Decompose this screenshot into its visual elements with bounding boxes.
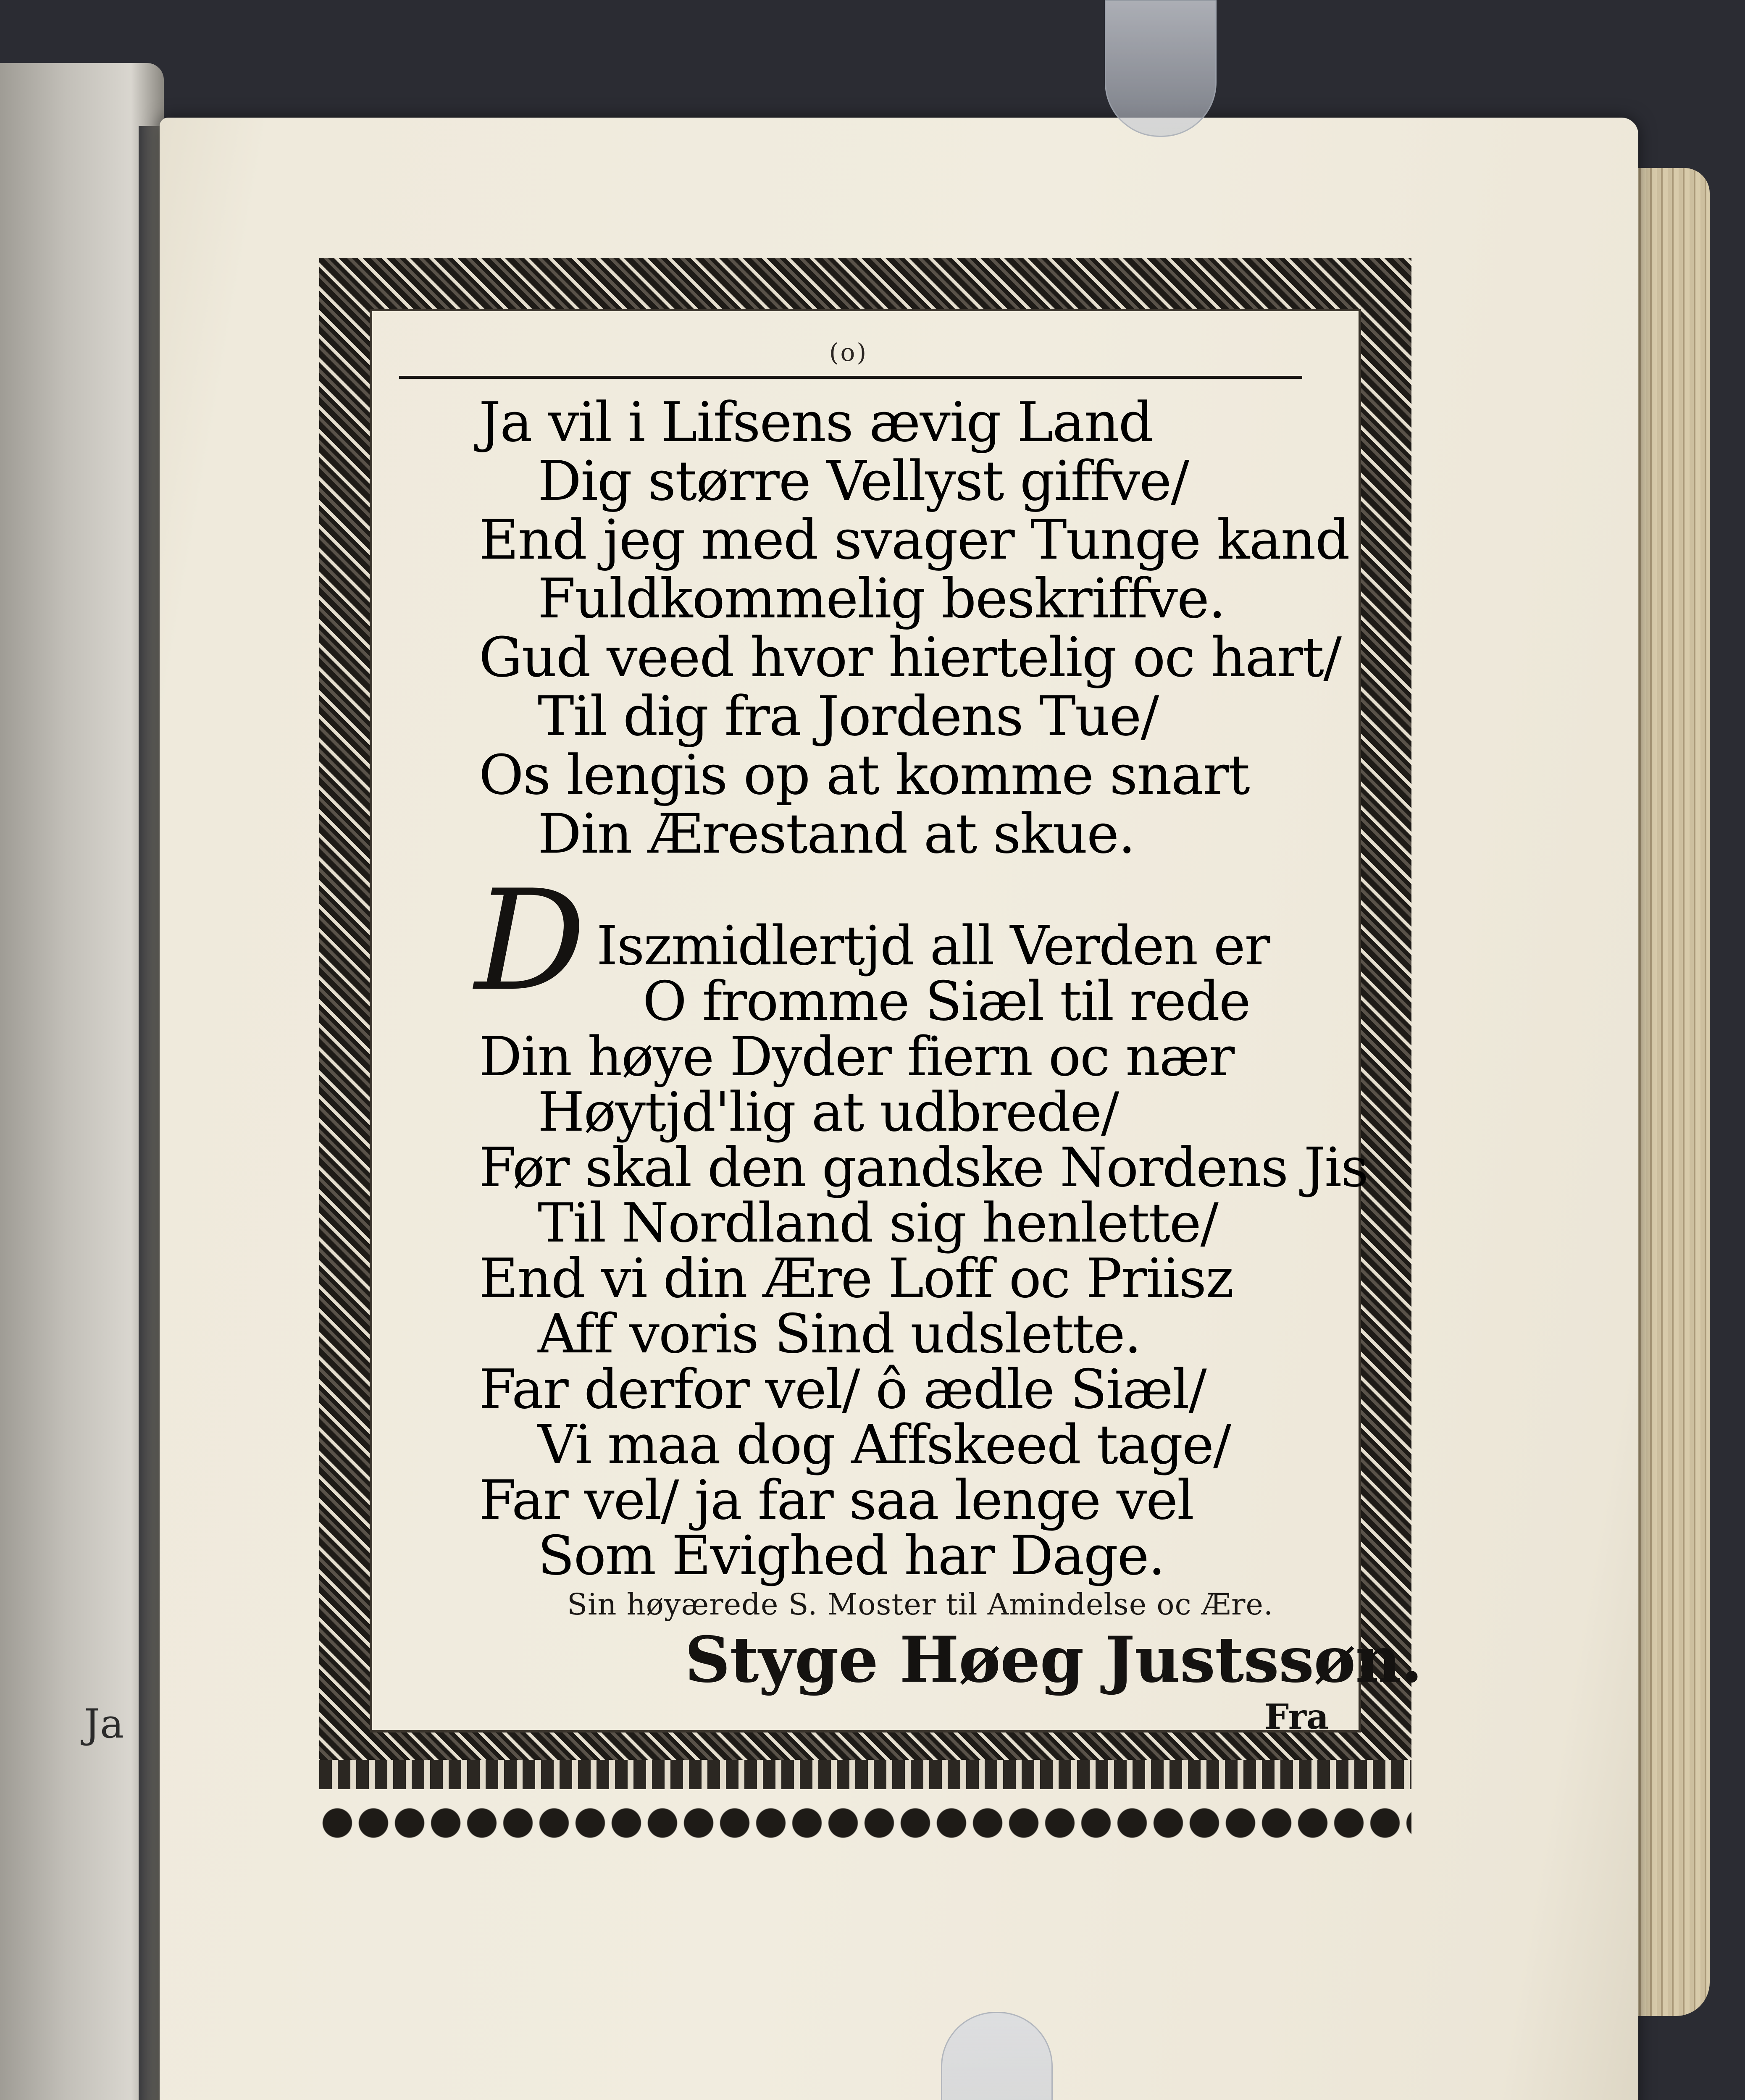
header-rule bbox=[399, 376, 1302, 379]
author-signature: Styge Høeg Justssøn. bbox=[685, 1623, 1422, 1697]
verse-line: End vi din Ære Loff oc Priisz bbox=[479, 1247, 1233, 1310]
verse-line: End jeg med svager Tunge kand bbox=[479, 508, 1349, 572]
verse-line: Din Ærestand at skue. bbox=[538, 802, 1135, 866]
verse-line: Far vel/ ja far saa lenge vel bbox=[479, 1469, 1193, 1532]
verse-line: Høytjd'lig at udbrede/ bbox=[538, 1081, 1119, 1144]
dedication: Sin høyærede S. Moster til Amindelse oc Ære. bbox=[567, 1587, 1274, 1622]
verse-line: Fuldkommelig beskriffve. bbox=[538, 567, 1225, 630]
verse-line: Til Nordland sig henlette/ bbox=[538, 1192, 1218, 1255]
verse-line: Din høye Dyder fiern oc nær bbox=[479, 1026, 1234, 1088]
page-clip-top bbox=[1105, 0, 1217, 137]
verse-line: Som Evighed har Dage. bbox=[538, 1525, 1165, 1587]
verse-line: Til dig fra Jordens Tue/ bbox=[538, 684, 1159, 748]
ornamental-bottom-band bbox=[319, 1751, 1411, 1844]
verse-line: Ja vil i Lifsens ævig Land bbox=[479, 390, 1153, 454]
verse-line: Dig større Vellyst giffve/ bbox=[538, 449, 1189, 513]
verse-line: Far derfor vel/ ô ædle Siæl/ bbox=[479, 1358, 1206, 1421]
verse-line: Før skal den gandske Nordens Jis bbox=[479, 1137, 1368, 1199]
verse-line: O fromme Siæl til rede bbox=[643, 970, 1250, 1033]
catchword: Fra bbox=[1264, 1697, 1329, 1737]
verse-line: Os lengis op at komme snart bbox=[479, 743, 1249, 807]
verse-line: Aff voris Sind udslette. bbox=[538, 1303, 1141, 1365]
verse-line: Vi maa dog Affskeed tage/ bbox=[538, 1414, 1230, 1476]
left-page-catchword: Ja bbox=[84, 1701, 124, 1747]
verse-line: Gud veed hvor hiertelig oc hart/ bbox=[479, 625, 1341, 689]
decorated-initial: D bbox=[475, 860, 586, 1021]
verse-line: Iszmidlertjd all Verden er bbox=[597, 915, 1269, 977]
page-number: (o) bbox=[829, 338, 868, 367]
